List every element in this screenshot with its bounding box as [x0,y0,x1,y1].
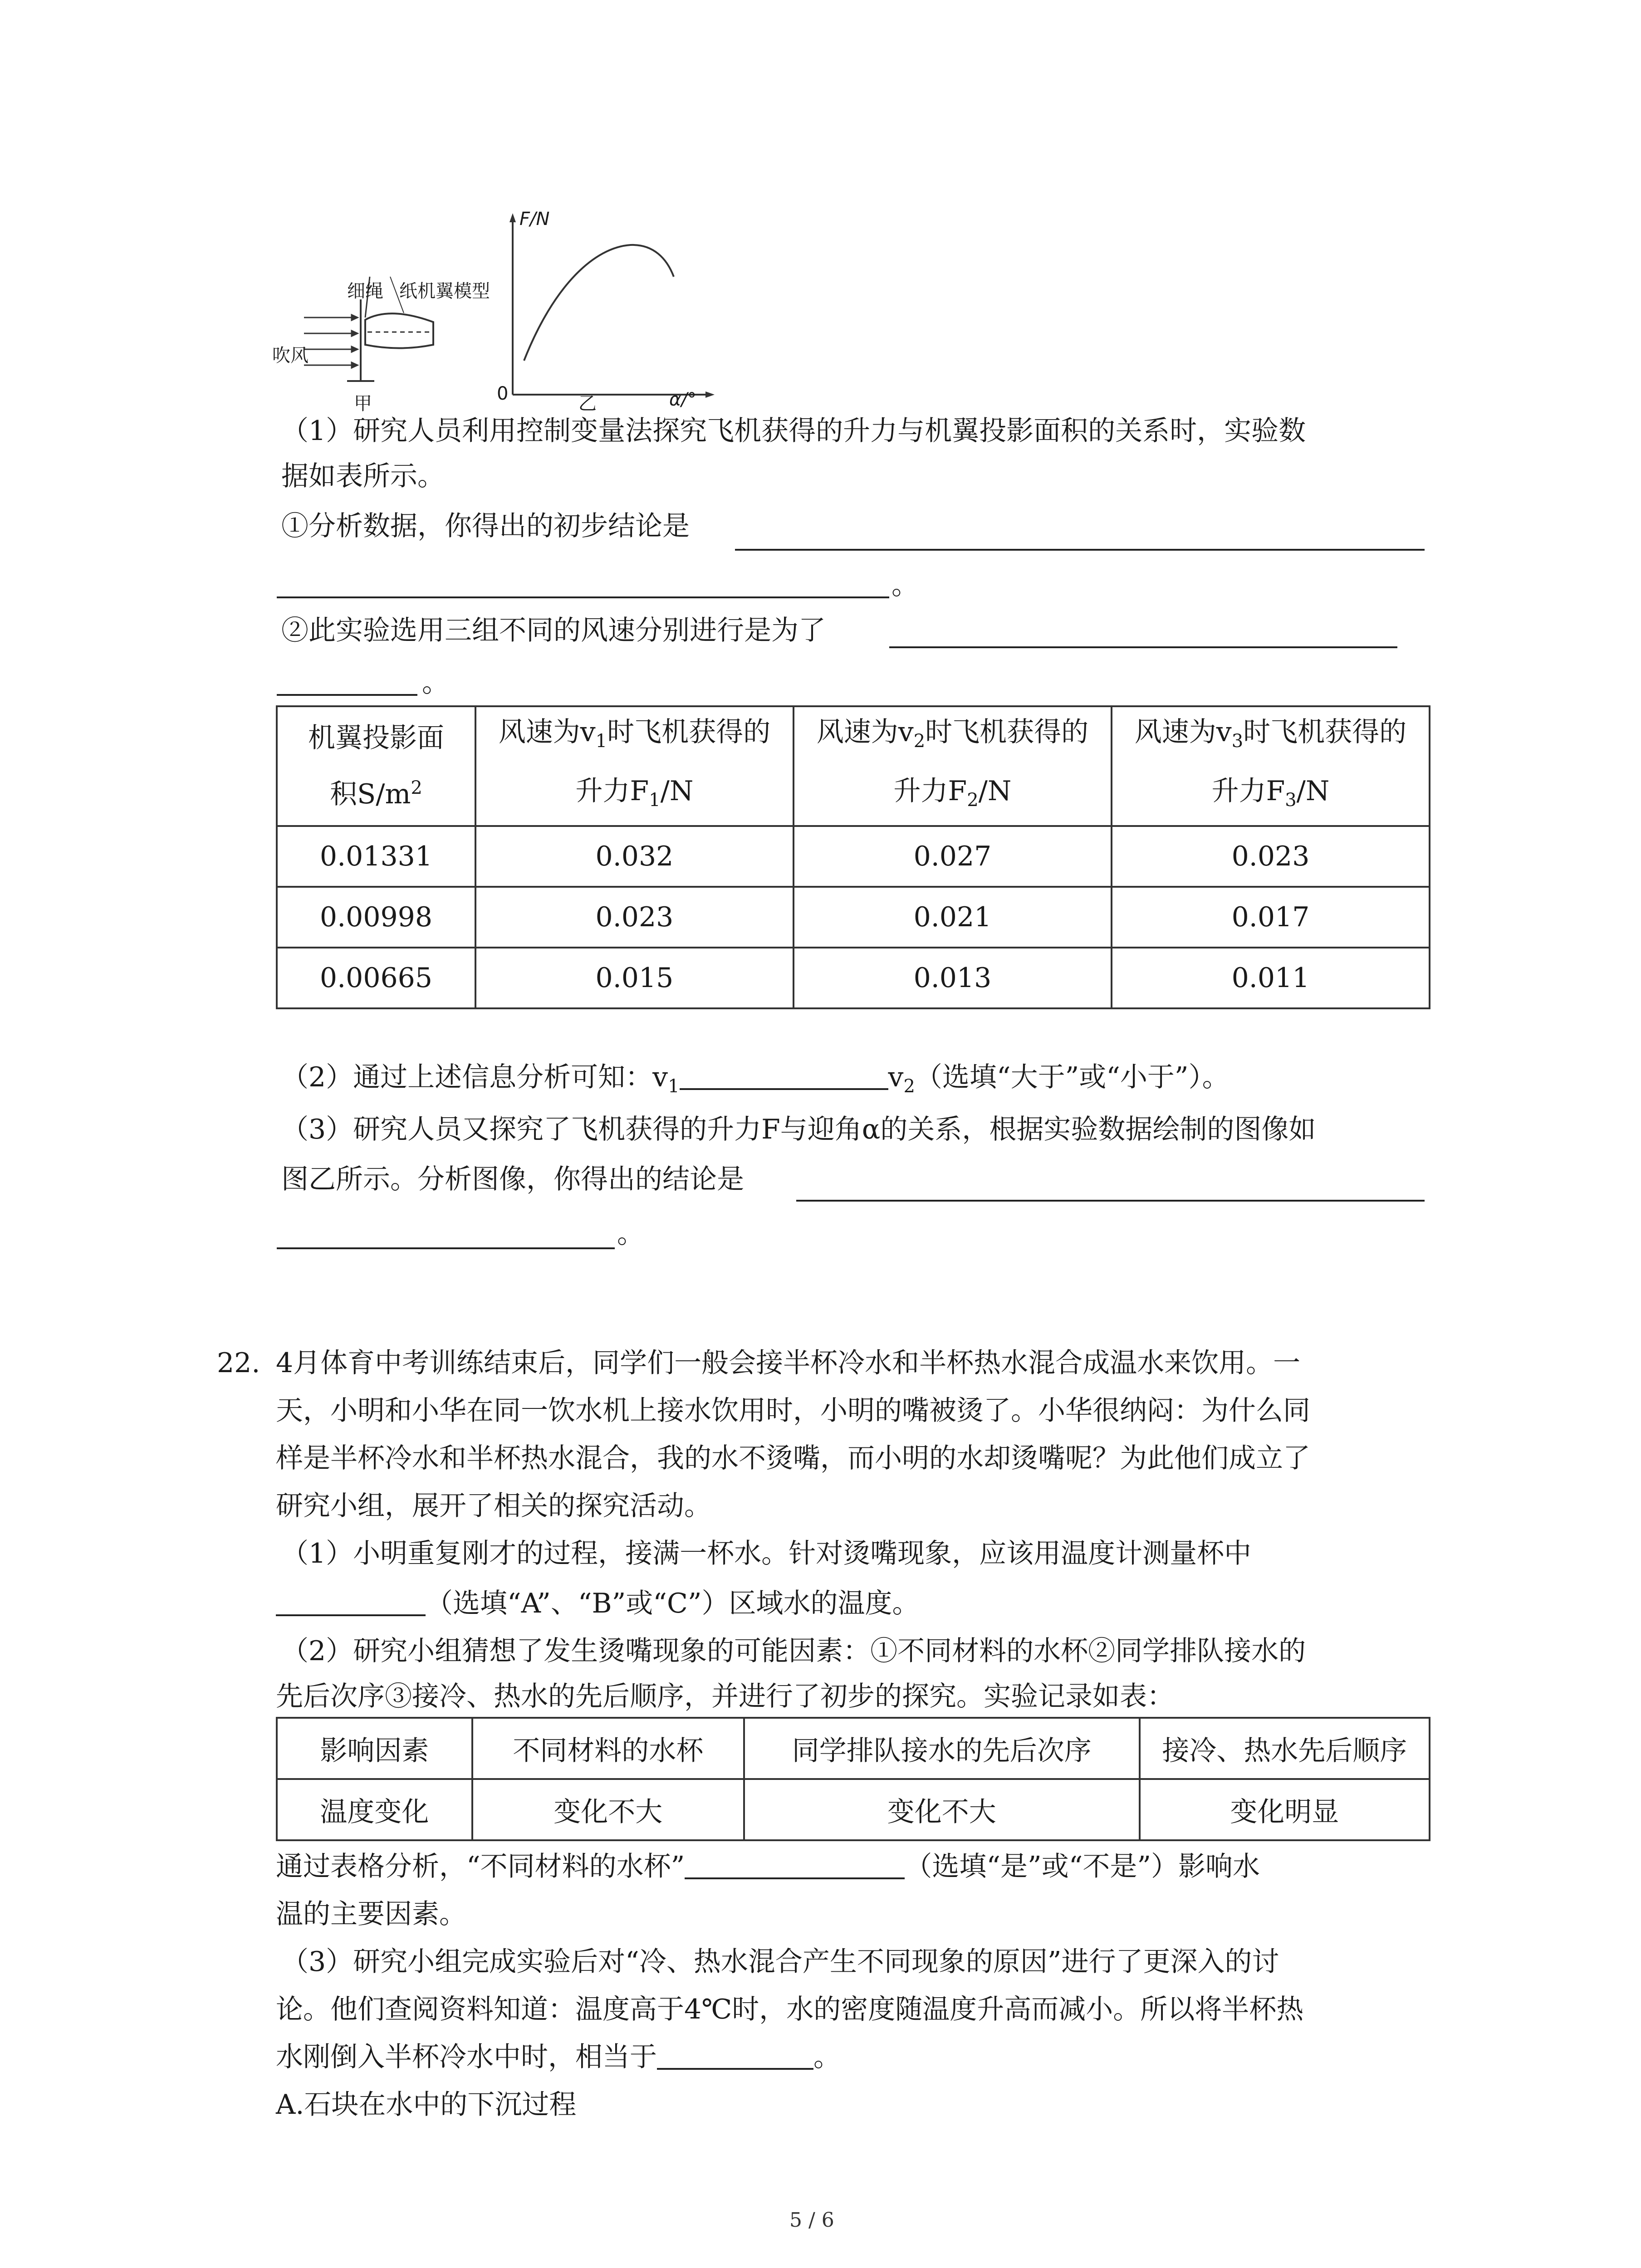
q21-part3-line2: 图乙所示。分析图像，你得出的结论是 [281,1163,744,1195]
table-cell: 不同材料的水杯 [472,1718,744,1779]
q22-intro-line1: 4月体育中考训练结束后，同学们一般会接半杯冷水和半杯热水混合成温水来饮用。一 [276,1347,1301,1379]
table-cell: 0.00665 [277,948,475,1008]
q22-part2-line1: （2）研究小组猜想了发生烫嘴现象的可能因素：①不同材料的水杯②同学排队接水的 [281,1635,1306,1667]
figure-svg [254,209,721,408]
table-cell: 同学排队接水的先后次序 [744,1718,1140,1779]
q22-part3-line2: 论。他们查阅资料知道：温度高于4℃时，水的密度随温度升高而减小。所以将半杯热 [276,1994,1304,2025]
fig-label-model: 纸机翼模型 [399,281,490,302]
table-row [277,948,1430,1008]
header-cell-v2: 风速为$v_2$时飞机获得的 升力$F_2/N$ [794,706,1112,826]
fig-label-jia: 甲 [354,393,372,414]
fig-axis-x: α/° [669,389,696,410]
q22-number: 22. [217,1347,260,1379]
q22-analysis-line1: 通过表格分析，“不同材料的水杯” （选填“是”或“不是”）影响水 [276,1851,1260,1882]
table-cell: 0.011 [1112,948,1430,1008]
table-cell: 0.027 [794,826,1112,887]
q21-part3-line1: （3）研究人员又探究了飞机获得的升力F与迎角α的关系，根据实验数据绘制的图像如 [281,1114,1316,1145]
lift-curve [524,245,674,361]
header-cell-area: 机翼投影面 积$S/m^2$ [277,706,475,826]
q22-part1-blank[interactable] [276,1588,426,1616]
q22-intro-line4: 研究小组，展开了相关的探究活动。 [276,1490,711,1522]
wind-arrows [304,315,358,368]
table-row [277,887,1430,948]
table-row [277,706,1430,826]
q21-part1-line2: 据如表所示。 [281,460,445,492]
table-cell: 变化明显 [1140,1779,1430,1840]
table-row [277,1718,1430,1779]
q22-intro-line3: 样是半杯冷水和半杯热水混合，我的水不烫嘴，而小明的水却烫嘴呢？为此他们成立了 [276,1442,1310,1474]
q21-part2: （2）通过上述信息分析可知：$v_1$ $v_2$（选填“大于”或“小于”）。 [281,1061,1230,1097]
q21-part3-blank-a[interactable] [796,1200,1425,1202]
wing-model [365,313,433,348]
table-row [277,826,1430,887]
q21-sub2-end: 。 [422,667,449,699]
q22-intro-line2: 天，小明和小华在同一饮水机上接水饮用时，小明的嘴被烫了。小华很纳闷：为什么同 [276,1395,1310,1427]
q22-part1-line1: （1）小明重复刚才的过程，接满一杯水。针对烫嘴现象，应该用温度计测量杯中 [281,1538,1252,1569]
page-number: 5 / 6 [789,2209,834,2232]
q21-sub1-blank-a[interactable] [735,549,1425,551]
table-cell: 0.01331 [277,826,475,887]
table-cell: 0.00998 [277,887,475,948]
q22-part2-line2: 先后次序③接冷、热水的先后顺序，并进行了初步的探究。实验记录如表： [276,1681,1174,1712]
table-cell: 变化不大 [744,1779,1140,1840]
q22-part1-line2: （选填“A”、“B”或“C”）区域水的温度。 [276,1585,920,1622]
table-cell: 0.023 [475,887,794,948]
figure-wing-experiment [254,209,721,414]
q21-data-table [276,705,1430,1009]
fig-axis-y: F/N [519,209,550,230]
fig-label-wind: 吹风 [272,345,309,366]
header-cell-v1: 风速为$v_1$时飞机获得的 升力$F_1/N$ [475,706,794,826]
q22-analysis-line2: 温的主要因素。 [276,1898,466,1930]
q21-sub1-blank-b[interactable] [277,596,889,598]
q21-part1-line1: （1）研究人员利用控制变量法探究飞机获得的升力与机翼投影面积的关系时，实验数 [281,415,1306,447]
q21-part3-end: 。 [617,1218,644,1250]
table-cell: 0.032 [475,826,794,887]
q21-part2-blank[interactable] [680,1062,888,1090]
q22-part3-blank[interactable] [657,2042,813,2070]
table-cell: 温度变化 [277,1779,472,1840]
table-cell: 0.013 [794,948,1112,1008]
fig-label-yi: 乙 [578,393,597,414]
header-cell-v3: 风速为$v_3$时飞机获得的 升力$F_3/N$ [1112,706,1430,826]
table-cell: 0.021 [794,887,1112,948]
q21-sub2-blank-a[interactable] [889,646,1397,648]
table-cell: 变化不大 [472,1779,744,1840]
table-cell: 影响因素 [277,1718,472,1779]
q22-factor-table [276,1717,1430,1841]
table-row [277,1779,1430,1840]
q21-sub1-end: 。 [892,569,919,601]
fig-origin: 0 [497,383,509,404]
q21-part3-blank-b[interactable] [277,1247,615,1249]
table-cell: 0.017 [1112,887,1430,948]
q22-part3-line1: （3）研究小组完成实验后对“冷、热水混合产生不同现象的原因”进行了更深入的讨 [281,1946,1279,1978]
table-cell: 0.023 [1112,826,1430,887]
fig-label-rope: 细绳 [347,281,383,302]
q22-option-a: A.石块在水中的下沉过程 [276,2089,577,2121]
q22-part3-line3: 水刚倒入半杯冷水中时，相当于 。 [276,2041,841,2073]
table-cell: 0.015 [475,948,794,1008]
q21-sub1 [281,508,690,544]
q22-analysis-blank[interactable] [685,1851,905,1879]
q21-sub2 [281,612,826,649]
q21-sub1-text: ①分析数据，你得出的初步结论是 [281,510,690,542]
q21-sub2-text: ②此实验选用三组不同的风速分别进行是为了 [281,615,826,646]
q21-sub2-blank-b[interactable] [277,694,417,696]
table-cell: 接冷、热水先后顺序 [1140,1718,1430,1779]
